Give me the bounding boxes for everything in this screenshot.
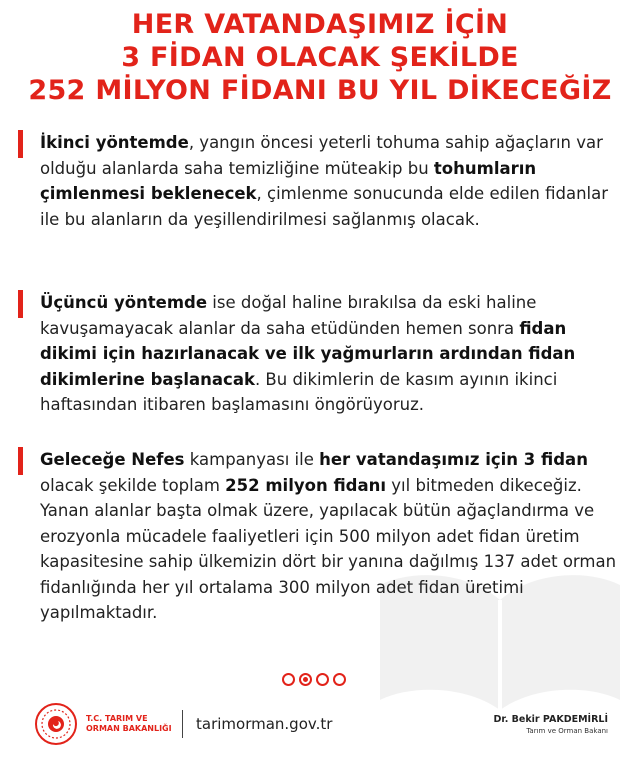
text-segment: olacak şekilde toplam	[40, 475, 226, 495]
bold-text-segment: fidan dikimi için hazırlanacak ve ilk yağmurların ardından fidan dikimlerine başlanacak	[40, 318, 576, 389]
paragraph-accent-bar	[18, 447, 23, 475]
ministry-name	[86, 714, 172, 734]
pagination-dot-1[interactable]	[282, 673, 295, 686]
pagination-dot-2[interactable]	[299, 673, 312, 686]
bold-text-segment: 252 milyon fidanı	[225, 475, 387, 495]
headline	[0, 8, 640, 107]
footer	[0, 700, 640, 760]
paragraph-1	[40, 130, 625, 232]
signer-name: Dr. Bekir PAKDEMİRLİ	[493, 714, 608, 725]
signer	[494, 714, 608, 735]
footer-divider	[182, 710, 183, 738]
headline-line-3: 252 MİLYON FİDANI BU YIL DİKECEĞİZ	[28, 75, 612, 106]
text-segment: ise doğal haline bırakılsa da eski haline kavuşamayacak alanlar da saha etüdünden hemen sonra	[40, 293, 537, 338]
headline-line-2: 3 FİDAN OLACAK ŞEKİLDE	[121, 42, 519, 73]
headline-line-1: HER VATANDAŞIMIZ İÇİN	[131, 9, 509, 40]
pagination-dot-3[interactable]	[316, 673, 329, 686]
paragraph-2	[40, 290, 625, 418]
text-segment: kampanyası ile	[184, 450, 320, 469]
ministry-name-line-2: ORMAN BAKANLIĞI	[86, 724, 172, 733]
bold-text-segment: Üçüncü yöntemde	[40, 293, 208, 312]
paragraph-accent-bar	[18, 290, 23, 318]
pagination-dot-4[interactable]	[333, 673, 346, 686]
bold-text-segment: Geleceğe Nefes	[40, 450, 185, 469]
text-segment: , yangın öncesi yeterli tohuma sahip ağaçların var olduğu alanlarda saha temizliğine müteakip bu	[40, 133, 603, 178]
paragraph-3	[40, 447, 625, 626]
website-link[interactable]: tarimorman.gov.tr	[196, 715, 333, 733]
bold-text-segment: her vatandaşımız için 3 fidan	[319, 450, 588, 469]
pagination-dots	[282, 673, 346, 686]
bold-text-segment: İkinci yöntemde	[40, 133, 189, 152]
ministry-logo-icon	[34, 702, 78, 746]
signer-title: Tarım ve Orman Bakanı	[526, 727, 608, 735]
paragraph-accent-bar	[18, 130, 23, 158]
text-segment: . Bu dikimlerin de kasım ayının ikinci haftasından itibaren başlamasını öngörüyoruz.	[40, 369, 558, 414]
text-segment: , çimlenme sonucunda elde edilen fidanlar ile bu alanların da yeşillendirilmesi sağlanmış olacak.	[40, 184, 609, 229]
text-segment: yıl bitmeden dikeceğiz. Yanan alanlar başta olmak üzere, yapılacak bütün ağaçlandırma ve erozyonla mücadele faaliyetleri için 500 milyon adet fidan üretim kapasitesine sahip ülkemizin dört bir yanına dağılmış 137 adet orman fidanlığında her yıl ortalama 300 milyon adet fidan üretimi yapılmaktadır.	[40, 475, 617, 622]
bold-text-segment: tohumların çimlenmesi beklenecek	[40, 158, 537, 203]
ministry-name-line-1: T.C. TARIM VE	[86, 714, 148, 723]
